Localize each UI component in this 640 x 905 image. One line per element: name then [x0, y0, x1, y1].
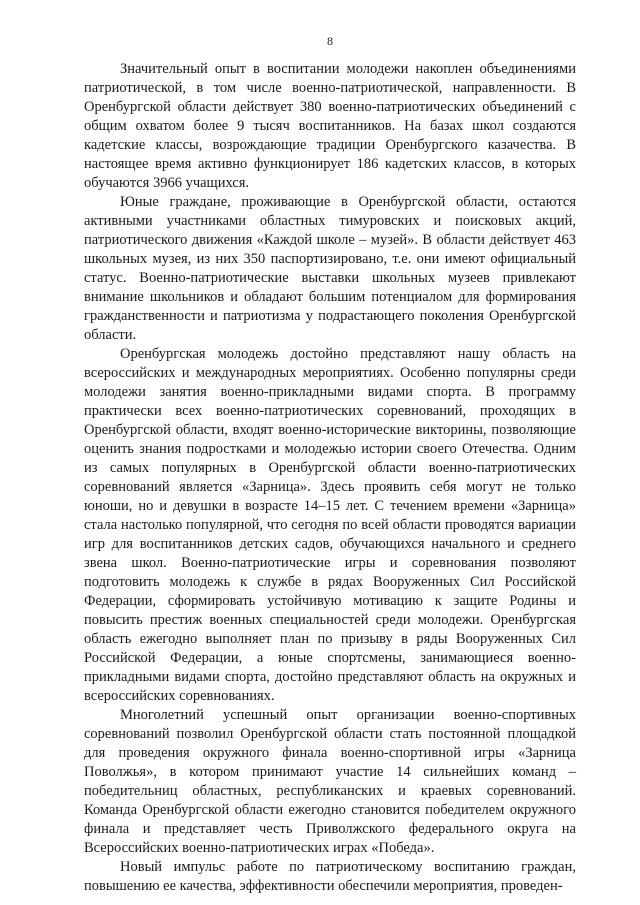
paragraph-district-final: Многолетний успешный опыт организации военно-спортивных соревнований позволил Оренбургской области стать постоянной площадкой для проведения окружного финала военно-спортивной игры «Зарница Поволжья», в котором принимают участие 14 сильнейших команд – победительниц областных, республиканских и краевых соревнований. Команда Оренбургской области ежегодно становится победителем окружного финала и представляет честь Приволжского федерального округа на Всероссийских военно-патриотических играх «Победа».: [84, 707, 576, 856]
paragraph-school-museums: Юные граждане, проживающие в Оренбургской области, остаются активными участниками областных тимуровских и поисковых акций, патриотического движения «Каждой школе – музей». В области действует 463 школьных музея, из них 350 паспортизировано, т.е. они имеют официальный статус. Военно-патриотические выставки школьных музеев привлекают внимание школьников и обладают большим потенциалом для формирования гражданственности и патриотизма у подрастающего поколения Оренбургской области.: [84, 194, 576, 343]
paragraph-zarnitsa-competitions: Оренбургская молодежь достойно представляют нашу область на всероссийских и международных мероприятиях. Особенно популярны среди молодежи занятия военно-прикладными видами спорта. В программу практически всех военно-патриотических соревнований, проходящих в Оренбургской области, входят военно-исторические викторины, позволяющие оценить знания подростками и молодежью истории своего Отечества. Одним из самых популярных в Оренбургской области военно-патриотических соревнований является «Зарница». Здесь проявить себя могут не только юноши, но и девушки в возрасте 14–15 лет. С течением времени «Зарница» стала настолько популярной, что сегодня по всей области проводятся вариации игр для воспитанников детских садов, обучающихся начального и среднего звена школ. Военно-патриотические игры и соревнования позволяют подготовить молодежь к службе в рядах Вооруженных Сил Российской Федерации, сформировать устойчивую мотивацию к защите Родины и повысить престиж военных специальностей среди молодежи. Оренбургская область ежегодно выполняет план по призыву в ряды Вооруженных Сил Российской Федерации, а юные спортсмены, занимающиеся военно-прикладными видами спорта, достойно представляют область на окружных и всероссийских соревнованиях.: [84, 346, 576, 704]
document-body: [84, 60, 576, 896]
paragraph-military-patriotic-associations: Значительный опыт в воспитании молодежи накоплен объединениями патриотической, в том числе военно-патриотической, направленности. В Оренбургской области действует 380 военно-патриотических объединений с общим охватом более 9 тысяч воспитанников. На базах школ создаются кадетские классы, возрождающие традиции Оренбургского казачества. В настоящее время активно функционирует 186 кадетских классов, в которых обучаются 3966 учащихся.: [84, 61, 576, 191]
page-number: 8: [327, 34, 333, 48]
paragraph-new-impulse: Новый импульс работе по патриотическому воспитанию граждан, повышению ее качества, эффективности обеспечили мероприятия, проведен-: [84, 859, 576, 894]
